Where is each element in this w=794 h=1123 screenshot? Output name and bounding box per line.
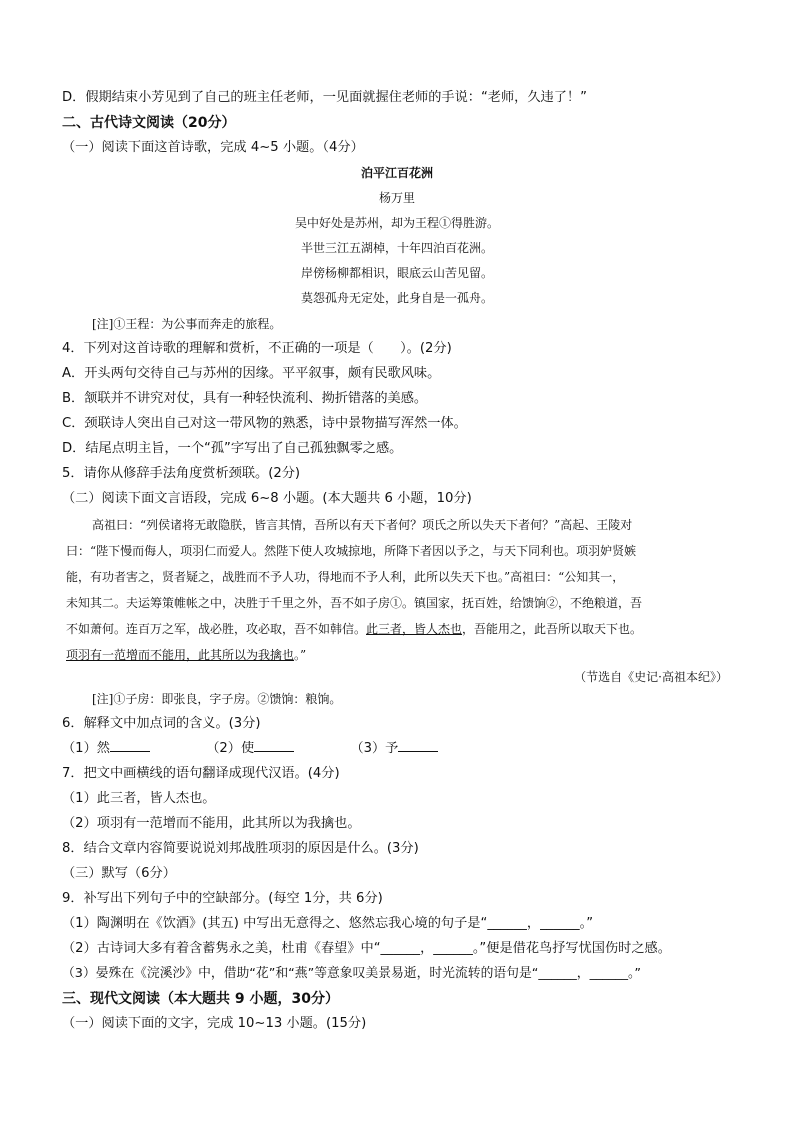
passage-line-5-c: ，吾能用之，此吾所以取天下也。 [462,622,643,636]
underlined-sentence-1: 此三者，皆人杰也 [366,622,463,636]
question-4-option-c: C．颈联诗人突出自己对这一带风物的熟悉，诗中景物描写浑然一体。 [62,416,467,431]
q6-item-1: （1）然 [62,739,202,759]
poem-title: 泊平江百花洲 [360,166,433,180]
subsection-3-heading: （三）默写（6分） [62,866,176,881]
question-5: 5．请你从修辞手法角度赏析颈联。(2分) [62,466,301,481]
question-9-item-2: （2）古诗词大多有着含蓄隽永之美，杜甫《春望》中“______，______。”便是借花鸟抒写忧国伤时之感。 [62,941,671,956]
question-4-option-b: B．颔联并不讲究对仗，具有一种轻快流利、拗折错落的美感。 [62,391,428,406]
poem-line-1: 吴中好处是苏州，却为王程①得胜游。 [294,216,499,230]
passage-line-5-a: 不如萧何。连百万之军，战必胜，攻必取，吾不如韩信。 [66,622,367,636]
question-6: 6．解释文中加点词的含义。(3分) [62,716,261,731]
poem-line-4: 莫怨孤舟无定处，此身自是一孤舟。 [300,291,493,305]
underlined-sentence-2: 项羽有一范增而不能用，此其所以为我擒也 [66,648,295,662]
passage-source: （节选自《史记·高祖本纪》） [574,670,728,684]
passage-line-6 [66,646,736,664]
question-7-item-1: （1）此三者，皆人杰也。 [62,791,216,806]
subsection-2-heading: （二）阅读下面文言语段，完成 6~8 小题。(本大题共 6 小题，10分) [62,491,472,506]
option-d-line: D．假期结束小芳见到了自己的班主任老师，一见面就握住老师的手说：“老师，久违了！” [62,90,587,105]
question-6-items [62,739,764,759]
passage-line-6-end: 。” [294,648,307,662]
question-7: 7．把文中画横线的语句翻译成现代汉语。(4分) [62,766,340,781]
passage-line-1: 高祖曰：“列侯诸将无敢隐朕，皆言其情，吾所以有天下者何？项氏之所以失天下者何？”高起、王陵对 [92,518,633,532]
answer-blank[interactable] [110,739,150,752]
section-3-heading: 三、现代文阅读（本大题共 9 小题，30分） [62,991,339,1007]
question-9-item-1: （1）陶渊明在《饮酒》(其五) 中写出无意得之、悠然忘我心境的句子是“______，______。” [62,916,594,931]
section-2-heading: 二、古代诗文阅读（20分） [62,115,236,131]
q6-item-2: （2）使 [206,739,346,759]
question-4-option-d: D．结尾点明主旨，一个“孤”字写出了自己孤独飘零之感。 [62,441,403,456]
question-7-item-2: （2）项羽有一范增而不能用，此其所以为我擒也。 [62,816,361,831]
question-4-option-a: A．开头两句交待自己与苏州的因缘。平平叙事，颇有民歌风味。 [62,366,441,381]
poem-line-3: 岸傍杨柳都相识，眼底云山苦见留。 [300,266,493,280]
question-8: 8．结合文章内容简要说说刘邦战胜项羽的原因是什么。(3分) [62,841,419,856]
passage-line-2: 曰：“陛下慢而侮人，项羽仁而爱人。然陛下使人攻城掠地，所降下者因以予之，与天下同利也。项羽妒贤嫉 [66,544,637,558]
subsection-4-heading: （一）阅读下面的文字，完成 10~13 小题。(15分) [62,1016,367,1031]
passage-line-5 [66,620,736,638]
question-9: 9．补写出下列句子中的空缺部分。(每空 1分，共 6分) [62,891,383,906]
passage-note: [注]①子房：即张良，字子房。②馈饷：粮饷。 [92,692,342,706]
q6-item-3: （3）予 [350,739,438,759]
question-4: 4．下列对这首诗歌的理解和赏析，不正确的一项是（ ）。(2分) [62,341,452,356]
poem-line-2: 半世三江五湖棹，十年四泊百花洲。 [300,241,493,255]
passage-line-3: 能，有功者害之，贤者疑之，战胜而不予人功，得地而不予人利，此所以失天下也。”高祖曰：“公知其一， [66,570,625,584]
subsection-1-heading: （一）阅读下面这首诗歌，完成 4~5 小题。（4分） [62,140,364,155]
question-9-item-3: （3）晏殊在《浣溪沙》中，借助“花”和“燕”等意象叹美景易逝，时光流转的语句是“______，______。” [62,966,641,981]
answer-blank[interactable] [398,739,438,752]
answer-blank[interactable] [254,739,294,752]
passage-line-4: 未知其二。夫运筹策帷帐之中，决胜于千里之外，吾不如子房①。镇国家，抚百姓，给馈饷②，不绝粮道，吾 [66,596,643,610]
poem-author: 杨万里 [378,191,415,205]
poem-note: [注]①王程：为公事而奔走的旅程。 [92,317,282,331]
